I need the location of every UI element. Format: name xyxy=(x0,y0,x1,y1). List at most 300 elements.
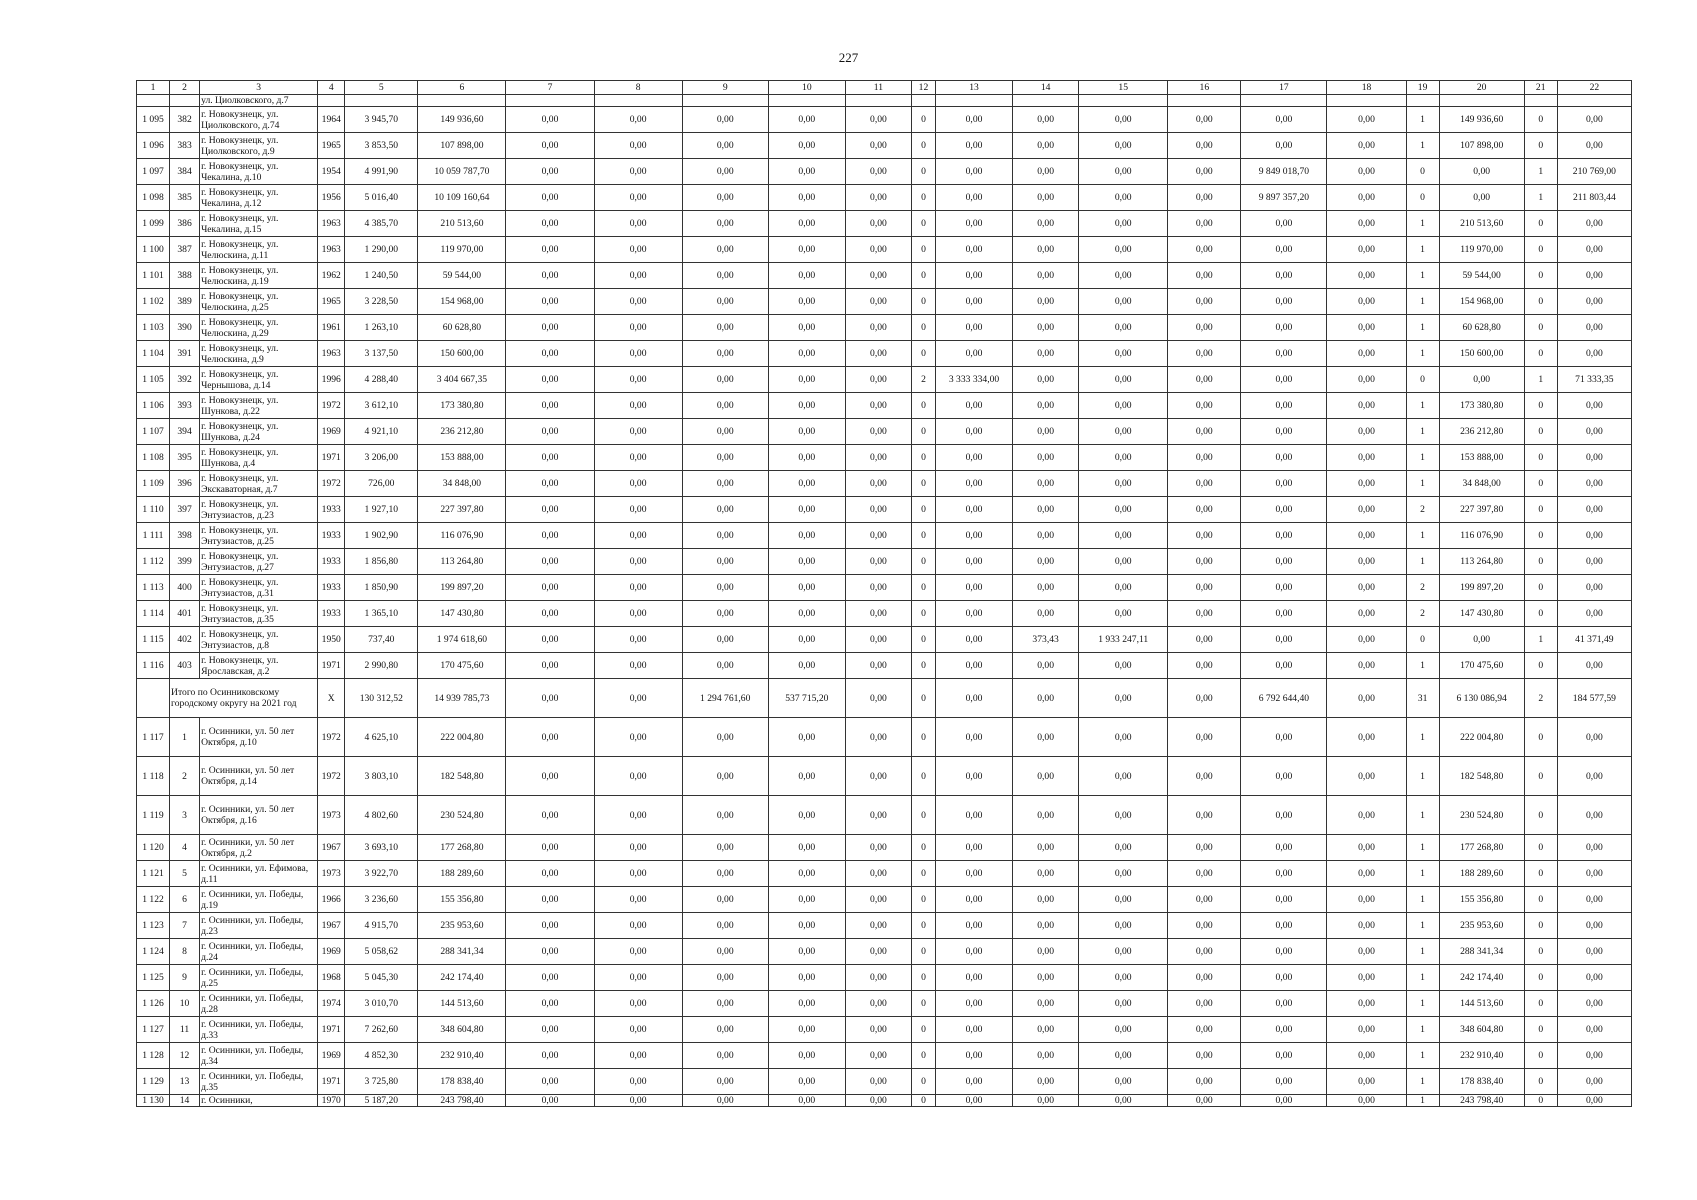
table-cell: 5 058,62 xyxy=(345,939,418,965)
local-number: 7 xyxy=(170,913,200,939)
table-cell: 0,00 xyxy=(1327,627,1406,653)
table-cell: 0 xyxy=(911,185,935,211)
table-cell: 10 059 787,70 xyxy=(418,159,506,185)
year-cell: 1933 xyxy=(318,575,345,601)
table-cell: 0,00 xyxy=(1327,1095,1406,1107)
table-cell: 0 xyxy=(911,861,935,887)
table-cell: 0,00 xyxy=(1327,289,1406,315)
row-number: 1 116 xyxy=(137,653,170,679)
table-cell: 150 600,00 xyxy=(1439,341,1524,367)
row-number: 1 110 xyxy=(137,497,170,523)
table-cell: 0,00 xyxy=(1013,1043,1079,1069)
table-cell: 0,00 xyxy=(1241,471,1327,497)
table-cell: 0,00 xyxy=(682,523,768,549)
row-number: 1 128 xyxy=(137,1043,170,1069)
table-cell: 0,00 xyxy=(845,913,911,939)
table-cell: 0,00 xyxy=(1241,549,1327,575)
table-row xyxy=(137,289,1632,315)
table-cell: 1 902,90 xyxy=(345,523,418,549)
year-cell: 1972 xyxy=(318,718,345,757)
table-cell: 119 970,00 xyxy=(1439,237,1524,263)
total-cell: 31 xyxy=(1406,679,1439,718)
table-cell: 0,00 xyxy=(1439,367,1524,393)
total-cell: 0,00 xyxy=(1327,679,1406,718)
table-cell: 0,00 xyxy=(1168,263,1241,289)
table-cell: 0 xyxy=(911,1095,935,1107)
total-cell: 0,00 xyxy=(594,679,682,718)
table-cell: 0,00 xyxy=(1168,419,1241,445)
table-cell: 0,00 xyxy=(1013,471,1079,497)
table-cell: 0,00 xyxy=(506,107,594,133)
table-cell: 0,00 xyxy=(506,965,594,991)
table-cell: 0,00 xyxy=(1557,107,1631,133)
table-cell xyxy=(935,95,1012,107)
table-cell: 149 936,60 xyxy=(418,107,506,133)
table-cell: 0,00 xyxy=(1079,549,1168,575)
local-number: 5 xyxy=(170,861,200,887)
table-cell: 0,00 xyxy=(768,861,845,887)
column-number-header: 20 xyxy=(1439,81,1524,95)
table-cell: 0 xyxy=(1524,393,1557,419)
table-cell: 0,00 xyxy=(1013,367,1079,393)
table-cell: 0,00 xyxy=(594,1069,682,1095)
year-cell: 1966 xyxy=(318,887,345,913)
table-cell: 0,00 xyxy=(1168,1069,1241,1095)
table-cell: 0 xyxy=(911,939,935,965)
table-cell: 0,00 xyxy=(1327,211,1406,237)
table-cell: 0,00 xyxy=(682,237,768,263)
table-cell: 0,00 xyxy=(682,913,768,939)
table-cell: 1 240,50 xyxy=(345,263,418,289)
table-cell: 0,00 xyxy=(845,965,911,991)
table-cell: 0,00 xyxy=(1327,913,1406,939)
table-cell: 0,00 xyxy=(935,237,1012,263)
table-cell: 182 548,80 xyxy=(418,757,506,796)
table-cell: 0,00 xyxy=(682,718,768,757)
table-cell: 0,00 xyxy=(1013,549,1079,575)
table-cell: 0,00 xyxy=(1168,523,1241,549)
table-cell: 4 385,70 xyxy=(345,211,418,237)
year-cell: 1963 xyxy=(318,341,345,367)
table-cell: 41 371,49 xyxy=(1557,627,1631,653)
table-cell: 1 927,10 xyxy=(345,497,418,523)
table-cell: 0,00 xyxy=(506,419,594,445)
table-cell: 0,00 xyxy=(768,627,845,653)
table-cell: 0,00 xyxy=(1079,861,1168,887)
table-cell: 737,40 xyxy=(345,627,418,653)
table-cell: 0,00 xyxy=(594,1017,682,1043)
table-cell: 0,00 xyxy=(1327,796,1406,835)
address-cell: г. Новокузнецк, ул. Экскаваторная, д.7 xyxy=(200,471,318,497)
total-cell: 0,00 xyxy=(1013,679,1079,718)
table-cell: 0,00 xyxy=(845,289,911,315)
address-cell: ул. Циолковского, д.7 xyxy=(200,95,318,107)
row-number: 1 118 xyxy=(137,757,170,796)
table-cell: 0,00 xyxy=(935,315,1012,341)
table-cell: 0,00 xyxy=(594,991,682,1017)
row-number: 1 114 xyxy=(137,601,170,627)
table-row xyxy=(137,419,1632,445)
column-number-header: 10 xyxy=(768,81,845,95)
table-row xyxy=(137,835,1632,861)
table-row xyxy=(137,211,1632,237)
table-cell: 0,00 xyxy=(768,419,845,445)
table-cell: 242 174,40 xyxy=(1439,965,1524,991)
table-cell: 0,00 xyxy=(506,237,594,263)
table-row xyxy=(137,718,1632,757)
row-number: 1 113 xyxy=(137,575,170,601)
table-cell: 4 921,10 xyxy=(345,419,418,445)
table-cell: 0,00 xyxy=(845,315,911,341)
table-row xyxy=(137,523,1632,549)
table-cell: 0,00 xyxy=(1013,289,1079,315)
address-cell: г. Новокузнецк, ул. Ярославская, д.2 xyxy=(200,653,318,679)
table-cell xyxy=(1406,95,1439,107)
total-cell: 0 xyxy=(911,679,935,718)
table-cell: 0 xyxy=(1524,315,1557,341)
table-cell: 0 xyxy=(911,1069,935,1095)
table-cell: 0 xyxy=(911,341,935,367)
table-cell: 0,00 xyxy=(1327,861,1406,887)
table-cell: 0,00 xyxy=(594,341,682,367)
table-cell: 0,00 xyxy=(1327,315,1406,341)
table-cell: 155 356,80 xyxy=(418,887,506,913)
table-cell: 0,00 xyxy=(1079,887,1168,913)
table-cell: 0,00 xyxy=(768,471,845,497)
table-cell: 0,00 xyxy=(1557,653,1631,679)
table-row xyxy=(137,757,1632,796)
table-cell: 0,00 xyxy=(1168,185,1241,211)
table-cell: 4 802,60 xyxy=(345,796,418,835)
local-number: 400 xyxy=(170,575,200,601)
table-row xyxy=(137,159,1632,185)
table-cell: 235 953,60 xyxy=(418,913,506,939)
table-cell: 0,00 xyxy=(935,185,1012,211)
table-cell: 0,00 xyxy=(935,718,1012,757)
table-cell: 0 xyxy=(1524,601,1557,627)
table-cell: 0,00 xyxy=(1557,965,1631,991)
table-cell: 0,00 xyxy=(1013,939,1079,965)
table-cell: 0 xyxy=(1406,627,1439,653)
table-row xyxy=(137,367,1632,393)
table-cell: 0 xyxy=(911,1017,935,1043)
table-cell: 0,00 xyxy=(506,861,594,887)
table-cell: 0,00 xyxy=(682,211,768,237)
table-cell: 0,00 xyxy=(1168,211,1241,237)
table-cell: 0,00 xyxy=(845,861,911,887)
table-cell: 0,00 xyxy=(506,211,594,237)
row-number: 1 123 xyxy=(137,913,170,939)
table-cell: 0,00 xyxy=(1168,471,1241,497)
table-cell: 0,00 xyxy=(1013,237,1079,263)
table-cell: 153 888,00 xyxy=(418,445,506,471)
table-cell: 227 397,80 xyxy=(418,497,506,523)
local-number: 384 xyxy=(170,159,200,185)
table-cell: 0,00 xyxy=(682,939,768,965)
table-cell: 0,00 xyxy=(1079,913,1168,939)
table-cell: 0,00 xyxy=(594,263,682,289)
address-cell: г. Новокузнецк, ул. Челюскина, д.25 xyxy=(200,289,318,315)
year-cell: 1933 xyxy=(318,549,345,575)
table-cell xyxy=(506,95,594,107)
table-row xyxy=(137,393,1632,419)
address-cell: г. Осинники, ул. Победы, д.34 xyxy=(200,1043,318,1069)
table-cell xyxy=(1079,95,1168,107)
table-cell: 1 xyxy=(1406,393,1439,419)
local-number: 6 xyxy=(170,887,200,913)
table-cell: 0,00 xyxy=(682,445,768,471)
table-cell: 0,00 xyxy=(1079,497,1168,523)
address-cell: г. Новокузнецк, ул. Челюскина, д.11 xyxy=(200,237,318,263)
table-cell: 0,00 xyxy=(682,471,768,497)
table-cell: 0,00 xyxy=(1241,757,1327,796)
table-cell: 0,00 xyxy=(1013,159,1079,185)
table-cell: 0 xyxy=(1524,796,1557,835)
table-cell: 0,00 xyxy=(682,991,768,1017)
year-cell: 1970 xyxy=(318,1095,345,1107)
table-cell: 0,00 xyxy=(845,237,911,263)
table-row xyxy=(137,601,1632,627)
table-cell: 3 725,80 xyxy=(345,1069,418,1095)
table-cell: 0,00 xyxy=(1168,991,1241,1017)
table-cell: 0,00 xyxy=(1079,211,1168,237)
local-number: 1 xyxy=(170,718,200,757)
address-cell: г. Новокузнецк, ул. Энтузиастов, д.35 xyxy=(200,601,318,627)
table-cell: 1 xyxy=(1406,1043,1439,1069)
row-number: 1 105 xyxy=(137,367,170,393)
table-cell: 0,00 xyxy=(845,211,911,237)
table-cell: 173 380,80 xyxy=(1439,393,1524,419)
year-cell: 1967 xyxy=(318,835,345,861)
table-cell: 60 628,80 xyxy=(418,315,506,341)
column-number-header: 4 xyxy=(318,81,345,95)
table-cell: 0,00 xyxy=(1013,757,1079,796)
row-number: 1 095 xyxy=(137,107,170,133)
year-cell: 1971 xyxy=(318,653,345,679)
table-cell: 0,00 xyxy=(1079,757,1168,796)
table-cell: 0,00 xyxy=(1327,445,1406,471)
row-number: 1 104 xyxy=(137,341,170,367)
table-cell: 0,00 xyxy=(1557,913,1631,939)
table-body xyxy=(137,95,1632,1107)
table-cell: 0,00 xyxy=(1241,887,1327,913)
column-number-header: 17 xyxy=(1241,81,1327,95)
table-cell: 0,00 xyxy=(1327,549,1406,575)
address-cell: г. Новокузнецк, ул. Шункова, д.24 xyxy=(200,419,318,445)
table-cell: 0,00 xyxy=(845,185,911,211)
table-cell: 0,00 xyxy=(1079,159,1168,185)
local-number: 383 xyxy=(170,133,200,159)
table-cell: 34 848,00 xyxy=(1439,471,1524,497)
table-cell: 0,00 xyxy=(845,653,911,679)
table-cell: 0,00 xyxy=(506,159,594,185)
table-cell: 0,00 xyxy=(1013,133,1079,159)
table-cell: 0 xyxy=(1524,523,1557,549)
table-cell: 0,00 xyxy=(768,211,845,237)
table-cell: 0,00 xyxy=(594,497,682,523)
table-cell: 0,00 xyxy=(1557,315,1631,341)
table-row xyxy=(137,861,1632,887)
table-cell: 0,00 xyxy=(594,289,682,315)
table-cell: 155 356,80 xyxy=(1439,887,1524,913)
column-number-header: 14 xyxy=(1013,81,1079,95)
table-cell: 0,00 xyxy=(935,289,1012,315)
table-cell: 0,00 xyxy=(845,419,911,445)
table-cell: 1 xyxy=(1406,471,1439,497)
table-cell: 0,00 xyxy=(594,939,682,965)
table-cell: 0,00 xyxy=(1079,133,1168,159)
table-cell: 0,00 xyxy=(1013,185,1079,211)
year-cell: 1973 xyxy=(318,796,345,835)
table-cell: 1 xyxy=(1406,523,1439,549)
table-cell: 0 xyxy=(911,887,935,913)
table-cell: 0,00 xyxy=(682,107,768,133)
table-cell: 0,00 xyxy=(768,133,845,159)
local-number: 399 xyxy=(170,549,200,575)
local-number: 396 xyxy=(170,471,200,497)
table-cell: 0,00 xyxy=(1168,159,1241,185)
table-cell: 0,00 xyxy=(1013,523,1079,549)
table-cell xyxy=(1013,95,1079,107)
table-cell: 0,00 xyxy=(935,939,1012,965)
total-cell: 0,00 xyxy=(1168,679,1241,718)
year-cell: 1964 xyxy=(318,107,345,133)
year-cell: 1950 xyxy=(318,627,345,653)
row-number: 1 122 xyxy=(137,887,170,913)
year-cell: 1973 xyxy=(318,861,345,887)
table-cell: 0,00 xyxy=(1079,939,1168,965)
table-cell: 726,00 xyxy=(345,471,418,497)
table-cell: 0,00 xyxy=(682,627,768,653)
table-cell: 0,00 xyxy=(935,419,1012,445)
table-cell: 0,00 xyxy=(1327,367,1406,393)
table-cell: 0,00 xyxy=(845,939,911,965)
table-cell: 1 850,90 xyxy=(345,575,418,601)
table-cell: 222 004,80 xyxy=(418,718,506,757)
year-cell: 1969 xyxy=(318,419,345,445)
table-cell xyxy=(345,95,418,107)
address-cell: г. Новокузнецк, ул. Циолковского, д.74 xyxy=(200,107,318,133)
table-cell: 0,00 xyxy=(1079,419,1168,445)
table-cell: 0,00 xyxy=(1168,445,1241,471)
table-cell: 178 838,40 xyxy=(418,1069,506,1095)
local-number: 393 xyxy=(170,393,200,419)
table-cell: 0,00 xyxy=(1079,1017,1168,1043)
table-cell: 0 xyxy=(911,575,935,601)
table-cell: 0,00 xyxy=(1241,263,1327,289)
table-cell: 0,00 xyxy=(594,575,682,601)
table-cell: 0,00 xyxy=(1079,835,1168,861)
table-cell: 0,00 xyxy=(506,835,594,861)
address-cell: г. Осинники, ул. Ефимова, д.11 xyxy=(200,861,318,887)
address-cell: г. Осинники, ул. Победы, д.35 xyxy=(200,1069,318,1095)
table-cell: 0,00 xyxy=(682,367,768,393)
row-number: 1 124 xyxy=(137,939,170,965)
address-cell: г. Осинники, ул. Победы, д.19 xyxy=(200,887,318,913)
table-cell: 0,00 xyxy=(506,1095,594,1107)
table-cell: 0,00 xyxy=(935,133,1012,159)
table-cell: 3 693,10 xyxy=(345,835,418,861)
table-cell: 230 524,80 xyxy=(1439,796,1524,835)
table-cell: 1 xyxy=(1406,991,1439,1017)
table-cell: 0,00 xyxy=(1168,393,1241,419)
table-cell: 153 888,00 xyxy=(1439,445,1524,471)
address-cell: г. Новокузнецк, ул. Шункова, д.22 xyxy=(200,393,318,419)
table-cell: 0,00 xyxy=(1241,341,1327,367)
table-cell: 1 xyxy=(1406,939,1439,965)
table-cell: 0,00 xyxy=(768,835,845,861)
column-number-header: 2 xyxy=(170,81,200,95)
table-cell: 0,00 xyxy=(768,1069,845,1095)
table-cell: 5 045,30 xyxy=(345,965,418,991)
table-cell: 0,00 xyxy=(1557,796,1631,835)
table-cell: 0,00 xyxy=(845,575,911,601)
table-cell: 0,00 xyxy=(768,991,845,1017)
table-cell: 1 xyxy=(1406,263,1439,289)
row-number: 1 112 xyxy=(137,549,170,575)
year-cell: 1954 xyxy=(318,159,345,185)
column-number-header: 13 xyxy=(935,81,1012,95)
table-cell: 1 xyxy=(1524,627,1557,653)
address-cell: г. Новокузнецк, ул. Челюскина, д.19 xyxy=(200,263,318,289)
table-cell: 0,00 xyxy=(682,861,768,887)
table-cell: 0,00 xyxy=(1013,315,1079,341)
table-cell: 0,00 xyxy=(1168,1095,1241,1107)
table-row xyxy=(137,939,1632,965)
table-cell: 9 897 357,20 xyxy=(1241,185,1327,211)
table-cell: 0,00 xyxy=(506,497,594,523)
table-cell: 199 897,20 xyxy=(418,575,506,601)
table-cell: 0,00 xyxy=(1241,133,1327,159)
table-cell: 1 xyxy=(1406,445,1439,471)
column-number-header: 8 xyxy=(594,81,682,95)
table-cell: 0,00 xyxy=(1241,315,1327,341)
table-cell: 0,00 xyxy=(1557,1069,1631,1095)
table-cell: 0,00 xyxy=(1241,575,1327,601)
column-number-header: 19 xyxy=(1406,81,1439,95)
table-cell: 0,00 xyxy=(1168,237,1241,263)
table-cell: 1 xyxy=(1406,107,1439,133)
table-cell: 0,00 xyxy=(845,497,911,523)
table-cell: 147 430,80 xyxy=(418,601,506,627)
table-cell: 0 xyxy=(1524,1095,1557,1107)
table-cell: 0,00 xyxy=(845,107,911,133)
table-cell: 0 xyxy=(911,133,935,159)
table-cell: 0,00 xyxy=(935,757,1012,796)
table-cell: 0,00 xyxy=(1557,471,1631,497)
table-cell: 0,00 xyxy=(1079,315,1168,341)
table-cell xyxy=(845,95,911,107)
table-cell: 0,00 xyxy=(845,159,911,185)
table-cell: 0,00 xyxy=(1079,237,1168,263)
table-cell xyxy=(1168,95,1241,107)
table-cell: 0 xyxy=(911,471,935,497)
table-cell: 0,00 xyxy=(768,237,845,263)
year-cell: 1971 xyxy=(318,1069,345,1095)
table-cell: 0 xyxy=(1524,1043,1557,1069)
total-cell: 0,00 xyxy=(506,679,594,718)
table-cell: 0,00 xyxy=(1241,939,1327,965)
table-cell: 0,00 xyxy=(1241,1017,1327,1043)
address-cell: г. Новокузнецк, ул. Энтузиастов, д.31 xyxy=(200,575,318,601)
table-cell: 0,00 xyxy=(768,718,845,757)
table-cell: 0,00 xyxy=(1557,341,1631,367)
table-cell: 0,00 xyxy=(594,367,682,393)
table-cell: 0 xyxy=(911,393,935,419)
table-cell: 0,00 xyxy=(1241,445,1327,471)
table-cell: 0,00 xyxy=(935,1069,1012,1095)
table-cell: 0,00 xyxy=(1013,861,1079,887)
